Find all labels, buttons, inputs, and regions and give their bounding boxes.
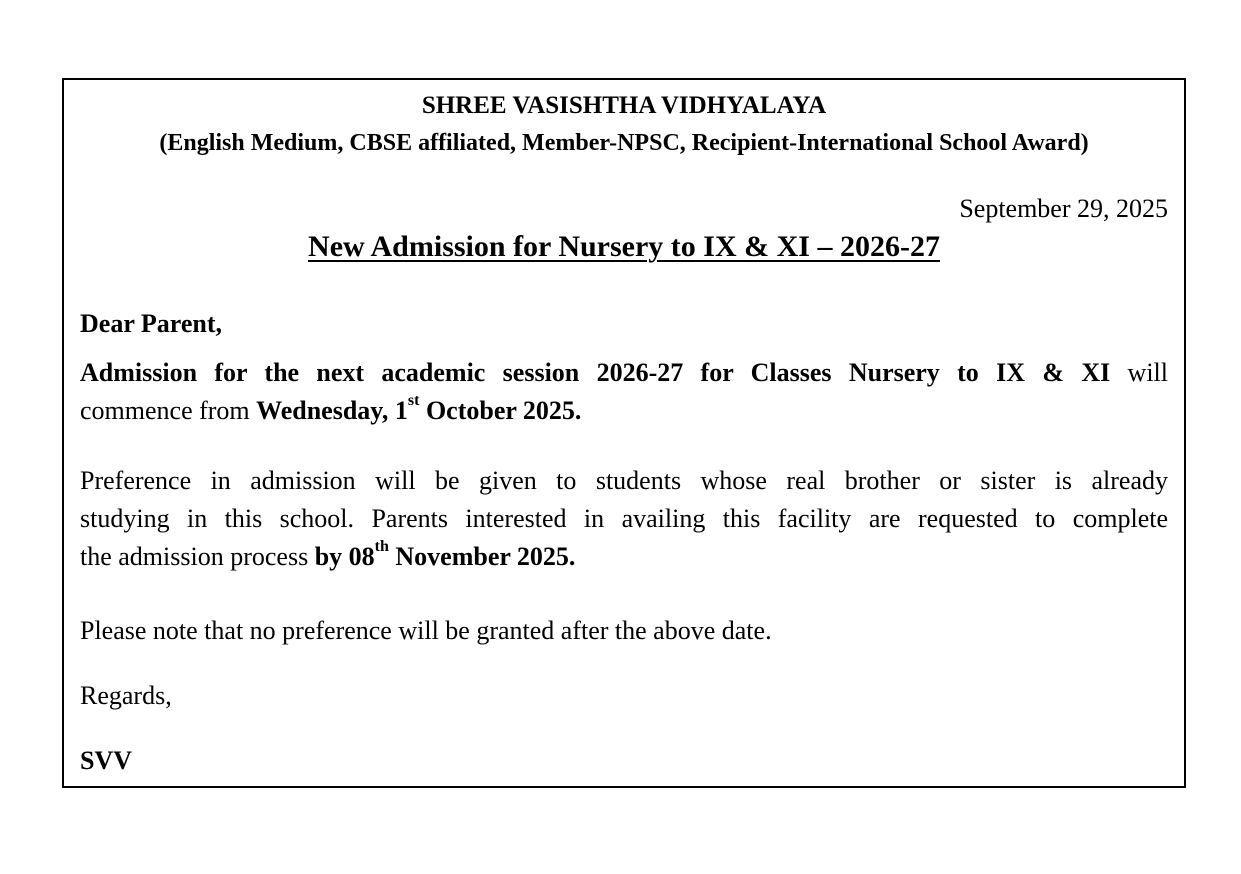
notice-title xyxy=(80,230,1168,264)
admission-paragraph-line-2 xyxy=(80,392,1168,430)
school-subtitle: (English Medium, CBSE affiliated, Member-NPSC, Recipient-International School Award) xyxy=(159,130,1089,156)
preference-deadline-sup: th xyxy=(374,538,389,556)
signature: SVV xyxy=(80,746,133,775)
no-preference-note xyxy=(80,612,1168,650)
preference-process: the admission process xyxy=(80,542,315,571)
admission-paragraph xyxy=(80,354,1168,430)
no-preference-text: Please note that no preference will be granted after the above date. xyxy=(80,616,772,645)
preference-line-2: studying in this school. Parents interested in availing this facility are requested to complete xyxy=(80,504,1168,533)
preference-line-1: Preference in admission will be given to students whose real brother or sister is already xyxy=(80,466,1168,495)
admission-paragraph-line-1 xyxy=(80,354,1168,392)
school-name: SHREE VASISHTHA VIDHYALAYA xyxy=(421,92,827,119)
preference-line-3 xyxy=(80,538,1168,576)
notice-title-text: New Admission for Nursery to IX & XI – 2026-27 xyxy=(308,230,940,263)
notice-border xyxy=(62,78,1186,788)
admission-start-date xyxy=(256,392,582,425)
admission-start-month: October 2025. xyxy=(419,396,582,425)
preference-paragraph xyxy=(80,462,1168,576)
closing: Regards, xyxy=(80,681,172,710)
admission-start-day: Wednesday, 1 xyxy=(256,396,408,425)
preference-deadline-month: November 2025. xyxy=(388,542,576,571)
admission-commence: commence from xyxy=(80,396,257,425)
preference-deadline xyxy=(314,538,576,571)
admission-will: will xyxy=(1110,358,1169,387)
salutation: Dear Parent, xyxy=(80,309,222,338)
admission-start-sup: st xyxy=(407,392,420,410)
admission-intro: Admission for the next academic session 2026-27 for Classes Nursery to IX & XI xyxy=(80,358,1111,387)
preference-deadline-day: by 08 xyxy=(314,542,375,571)
notice-date: September 29, 2025 xyxy=(959,194,1168,223)
